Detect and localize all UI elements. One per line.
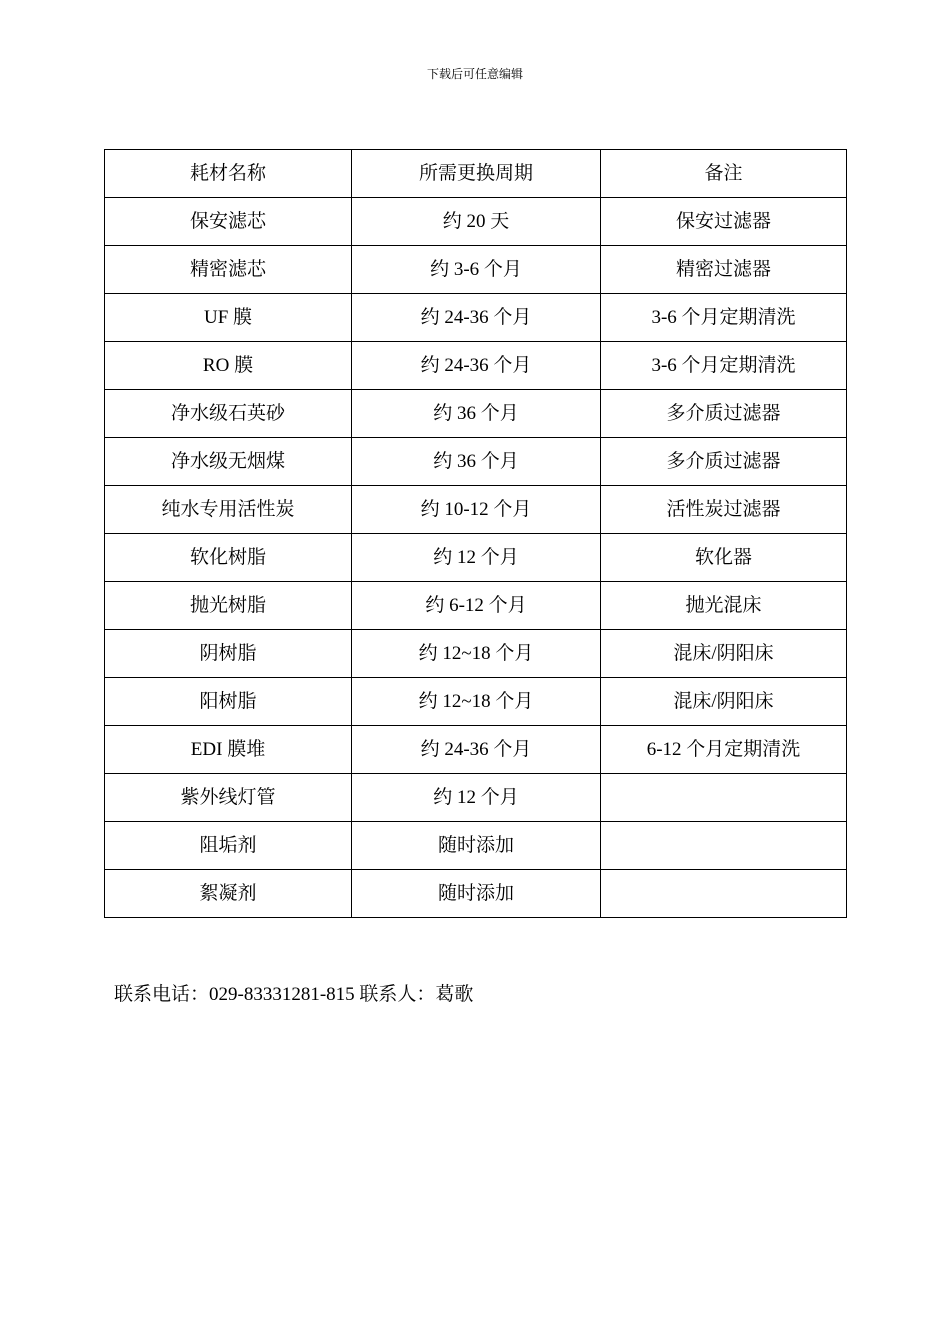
consumables-table [104,149,847,918]
table-row [105,390,847,438]
cell-cycle: 约 24-36 个月 [352,342,601,390]
cell-note: 3-6 个月定期清洗 [601,342,847,390]
page-header: 下载后可任意编辑 [426,67,523,81]
cell-cycle: 约 24-36 个月 [352,294,601,342]
cell-name: 保安滤芯 [105,198,352,246]
cell-note: 抛光混床 [601,582,847,630]
cell-name: 阳树脂 [105,678,352,726]
cell-name: 净水级无烟煤 [105,438,352,486]
table-row [105,582,847,630]
cell-cycle: 约 36 个月 [352,390,601,438]
table-row [105,870,847,918]
cell-cycle: 随时添加 [352,822,601,870]
table-header-row [105,150,847,198]
contact-line: 联系电话：029-83331281-815 联系人：葛歌 [114,984,474,1005]
cell-name: 紫外线灯管 [105,774,352,822]
cell-cycle: 约 6-12 个月 [352,582,601,630]
table-row [105,534,847,582]
cell-note: 软化器 [601,534,847,582]
cell-note: 精密过滤器 [601,246,847,294]
table-row [105,438,847,486]
table-row [105,726,847,774]
cell-note: 活性炭过滤器 [601,486,847,534]
cell-name: 纯水专用活性炭 [105,486,352,534]
cell-note [601,774,847,822]
cell-name: UF 膜 [105,294,352,342]
cell-name: RO 膜 [105,342,352,390]
cell-cycle: 约 12~18 个月 [352,630,601,678]
cell-note: 混床/阴阳床 [601,630,847,678]
table-row [105,486,847,534]
cell-note: 混床/阴阳床 [601,678,847,726]
cell-name: 絮凝剂 [105,870,352,918]
table-row [105,246,847,294]
cell-cycle: 随时添加 [352,870,601,918]
cell-name: 软化树脂 [105,534,352,582]
cell-note: 多介质过滤器 [601,390,847,438]
cell-name: 阻垢剂 [105,822,352,870]
header-cell-cycle: 所需更换周期 [352,150,601,198]
cell-cycle: 约 12~18 个月 [352,678,601,726]
cell-cycle: 约 20 天 [352,198,601,246]
cell-cycle: 约 24-36 个月 [352,726,601,774]
cell-name: 精密滤芯 [105,246,352,294]
cell-cycle: 约 36 个月 [352,438,601,486]
table-row [105,774,847,822]
table-row [105,678,847,726]
table-row [105,198,847,246]
table-row [105,294,847,342]
table-row [105,822,847,870]
cell-note [601,870,847,918]
cell-name: 净水级石英砂 [105,390,352,438]
cell-note: 3-6 个月定期清洗 [601,294,847,342]
cell-cycle: 约 12 个月 [352,774,601,822]
table-row [105,630,847,678]
cell-name: 抛光树脂 [105,582,352,630]
cell-name: EDI 膜堆 [105,726,352,774]
cell-name: 阴树脂 [105,630,352,678]
cell-cycle: 约 12 个月 [352,534,601,582]
cell-note: 6-12 个月定期清洗 [601,726,847,774]
header-cell-name: 耗材名称 [105,150,352,198]
table-row [105,342,847,390]
cell-note: 保安过滤器 [601,198,847,246]
header-cell-note: 备注 [601,150,847,198]
cell-note: 多介质过滤器 [601,438,847,486]
cell-cycle: 约 10-12 个月 [352,486,601,534]
cell-cycle: 约 3-6 个月 [352,246,601,294]
cell-note [601,822,847,870]
